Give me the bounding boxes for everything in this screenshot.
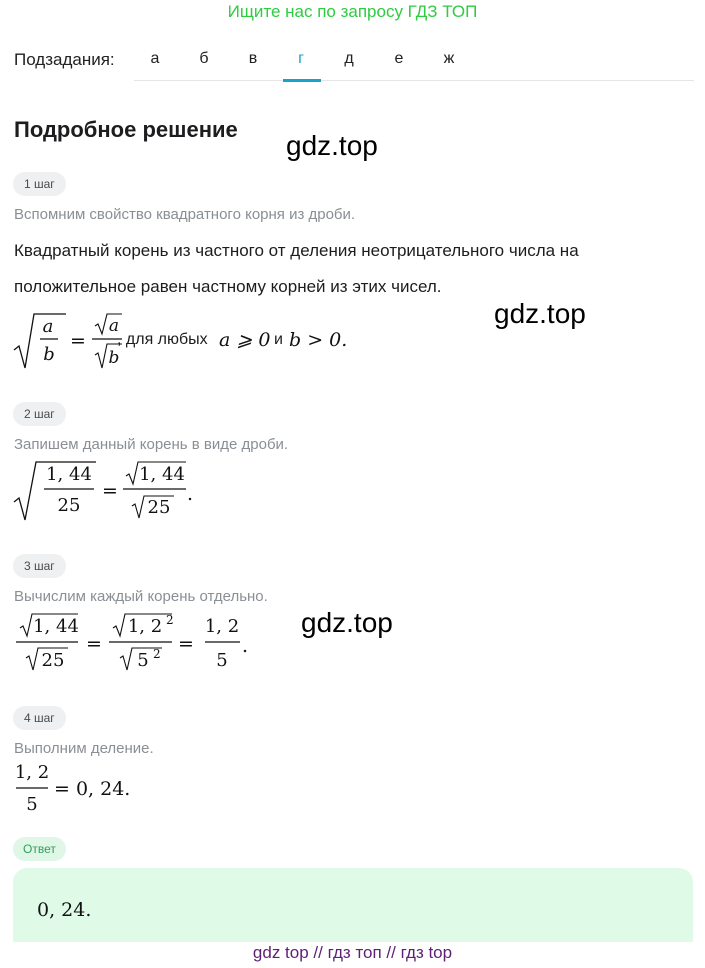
svg-text:5: 5 xyxy=(137,650,149,671)
svg-text:.: . xyxy=(242,635,249,657)
tab-e[interactable]: е xyxy=(394,50,404,67)
svg-text:2: 2 xyxy=(153,647,161,661)
watermark: gdz.top xyxy=(494,298,586,329)
step-text: Квадратный корень из частного от деления неотрицательного числа на xyxy=(14,241,579,260)
formula-step-2 xyxy=(12,458,192,524)
step2-denominator: 25 xyxy=(57,495,81,516)
svg-text:1, 44: 1, 44 xyxy=(139,464,185,485)
svg-text:1, 2: 1, 2 xyxy=(14,762,50,783)
answer-badge: Ответ xyxy=(13,837,66,861)
formula-and: и xyxy=(274,331,283,348)
footer-links[interactable]: gdz top // гдз топ // гдз top xyxy=(252,943,453,962)
watermark: gdz.top xyxy=(286,130,378,161)
step-text: положительное равен частному корней из этих чисел. xyxy=(14,277,442,296)
svg-text:25: 25 xyxy=(147,497,171,518)
formula-sqrt-fraction-property xyxy=(12,310,122,372)
svg-text:1, 2: 1, 2 xyxy=(204,616,240,637)
svg-text:= 0, 24.: = 0, 24. xyxy=(54,778,131,800)
svg-text:1, 2: 1, 2 xyxy=(127,616,163,637)
formula-step-4 xyxy=(12,762,142,816)
step-hint: Вспомним свойство квадратного корня из дроби. xyxy=(14,206,356,223)
tab-d[interactable]: д xyxy=(344,50,354,67)
svg-text:.: . xyxy=(187,483,194,505)
svg-text:=: = xyxy=(178,633,194,655)
svg-text:2: 2 xyxy=(166,613,174,627)
svg-text:=: = xyxy=(70,330,86,352)
tab-b[interactable]: б xyxy=(199,50,209,67)
promo-banner[interactable]: Ищите нас по запросу ГДЗ ТОП xyxy=(227,2,478,21)
step-badge: 4 шаг xyxy=(13,706,66,730)
step-hint: Вычислим каждый корень отдельно. xyxy=(14,588,268,605)
step-badge: 3 шаг xyxy=(13,554,66,578)
answer-box xyxy=(13,868,693,942)
tab-a[interactable]: а xyxy=(150,50,160,67)
svg-text:1, 44: 1, 44 xyxy=(33,616,79,637)
watermark: gdz.top xyxy=(301,607,393,638)
step-hint: Запишем данный корень в виде дроби. xyxy=(14,436,289,453)
step2-numerator: 1, 44 xyxy=(46,464,92,485)
svg-text:=: = xyxy=(102,480,118,502)
tab-g[interactable]: г xyxy=(298,50,304,67)
svg-text:a: a xyxy=(108,316,120,336)
formula-step-3 xyxy=(12,612,252,674)
section-title: Подробное решение xyxy=(14,117,238,142)
subtasks-label: Подзадания: xyxy=(14,50,115,69)
svg-text:a: a xyxy=(42,316,54,337)
formula-condition-text: , для любых xyxy=(117,331,208,348)
step-hint: Выполним деление. xyxy=(14,740,154,757)
formula-condition-b: b > 0. xyxy=(289,329,348,351)
svg-text:5: 5 xyxy=(26,794,38,815)
formula-condition-a: a ⩾ 0 xyxy=(219,329,271,351)
svg-text:25: 25 xyxy=(41,650,65,671)
svg-text:5: 5 xyxy=(216,650,228,671)
tab-zh[interactable]: ж xyxy=(443,50,455,67)
svg-text:b: b xyxy=(108,348,120,368)
step-badge: 2 шаг xyxy=(13,402,66,426)
svg-text:b: b xyxy=(43,344,55,365)
tab-v[interactable]: в xyxy=(248,50,258,67)
active-tab-indicator xyxy=(283,79,321,82)
answer-value: 0, 24. xyxy=(37,899,92,921)
step-badge: 1 шаг xyxy=(13,172,66,196)
subtasks-tabs xyxy=(134,48,694,81)
svg-text:=: = xyxy=(86,633,102,655)
